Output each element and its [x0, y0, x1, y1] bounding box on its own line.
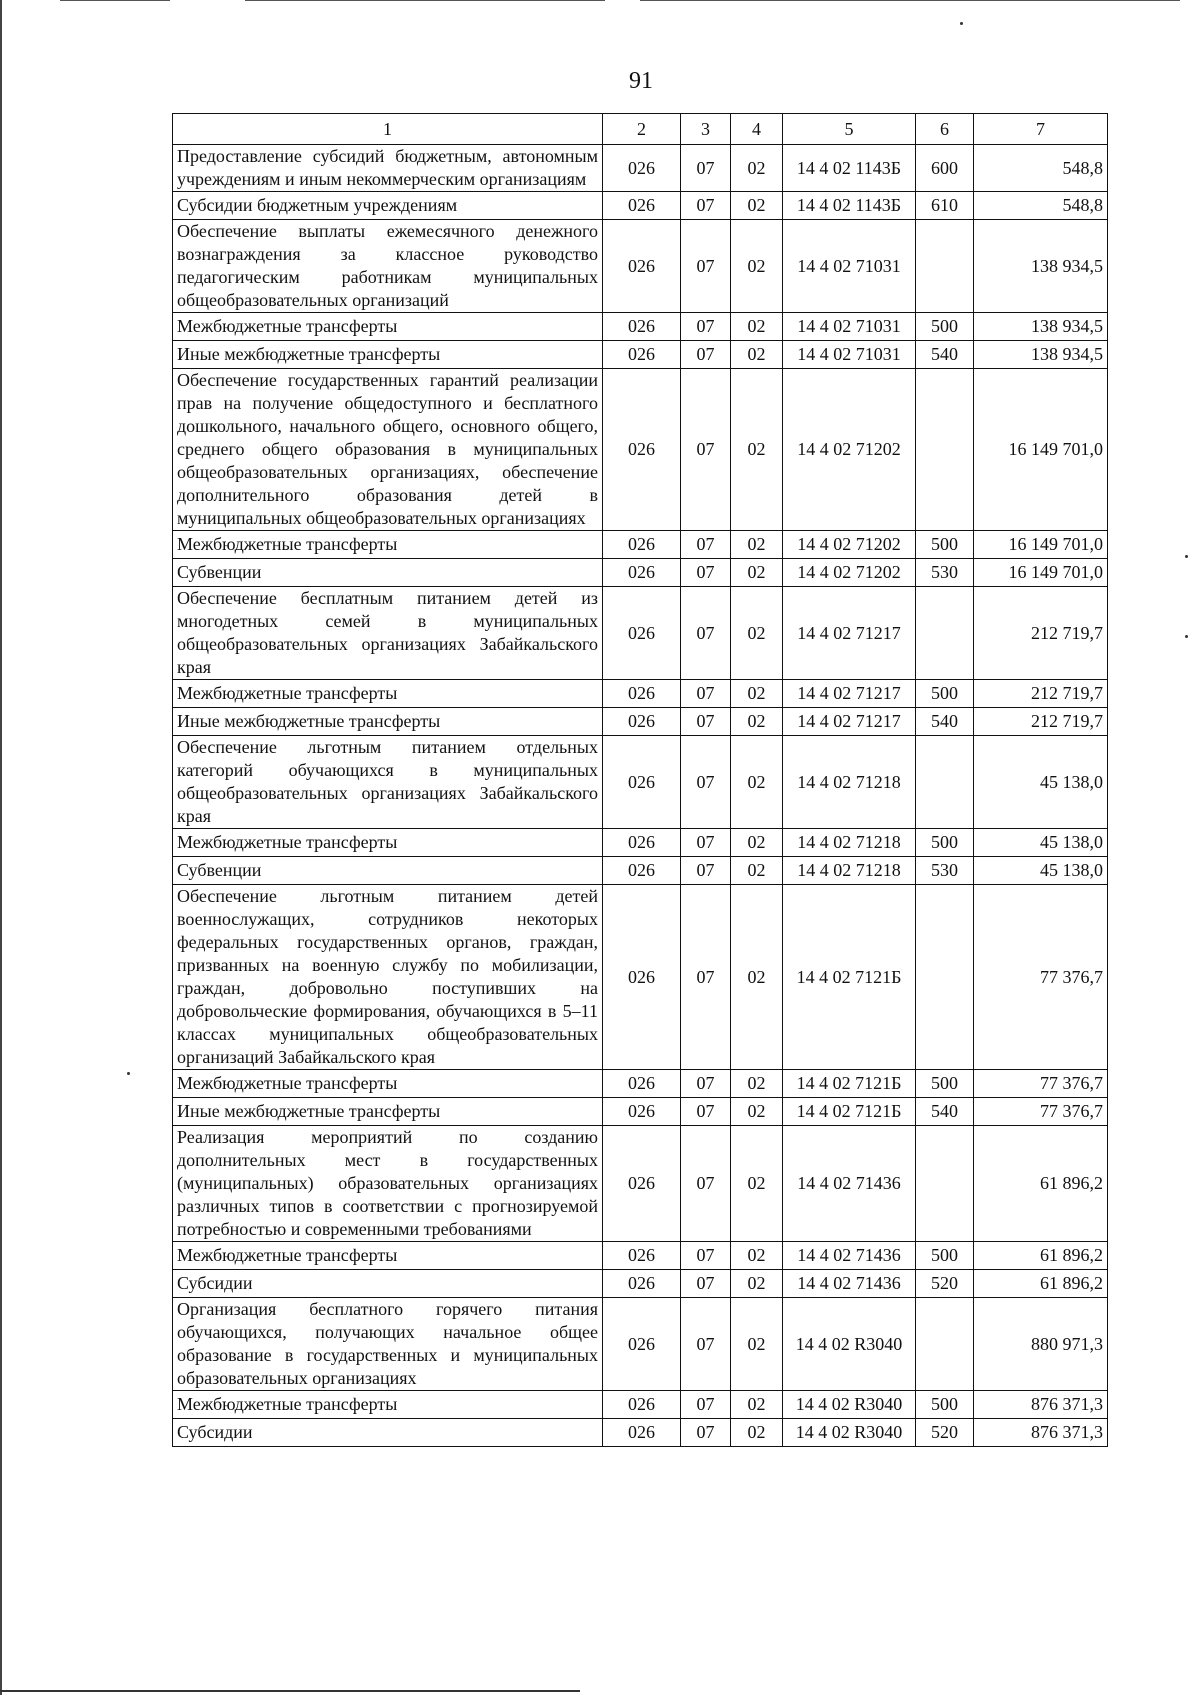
row-vr-cell: 500	[916, 1391, 974, 1419]
column-header: 2	[603, 114, 681, 145]
row-rz-cell: 07	[681, 1270, 731, 1298]
row-vr-cell: 520	[916, 1419, 974, 1447]
row-sum-cell: 548,8	[974, 145, 1108, 192]
row-gr-cell: 026	[603, 1298, 681, 1391]
row-sum-cell: 16 149 701,0	[974, 559, 1108, 587]
row-sum-cell: 77 376,7	[974, 1098, 1108, 1126]
row-gr-cell: 026	[603, 1070, 681, 1098]
row-sum-cell: 212 719,7	[974, 587, 1108, 680]
row-sum-cell: 16 149 701,0	[974, 369, 1108, 531]
row-pr-cell: 02	[731, 680, 783, 708]
row-sum-cell: 77 376,7	[974, 1070, 1108, 1098]
row-vr-cell: 540	[916, 1098, 974, 1126]
row-rz-cell: 07	[681, 1298, 731, 1391]
row-rz-cell: 07	[681, 1070, 731, 1098]
row-name-cell: Обеспечение льготным питанием отдельных категорий обучающихся в муниципальных общеобразовательных организациях Забайкальского края	[173, 736, 603, 829]
row-rz-cell: 07	[681, 1391, 731, 1419]
row-csr-cell: 14 4 02 R3040	[783, 1419, 916, 1447]
row-pr-cell: 02	[731, 220, 783, 313]
row-pr-cell: 02	[731, 857, 783, 885]
row-sum-cell: 138 934,5	[974, 220, 1108, 313]
row-gr-cell: 026	[603, 531, 681, 559]
row-rz-cell: 07	[681, 680, 731, 708]
row-pr-cell: 02	[731, 1242, 783, 1270]
table-header	[173, 114, 1108, 145]
row-rz-cell: 07	[681, 1242, 731, 1270]
row-sum-cell: 61 896,2	[974, 1126, 1108, 1242]
row-sum-cell: 138 934,5	[974, 341, 1108, 369]
table-row	[173, 736, 1108, 829]
table-row	[173, 587, 1108, 680]
row-pr-cell: 02	[731, 1419, 783, 1447]
row-csr-cell: 14 4 02 71218	[783, 736, 916, 829]
row-rz-cell: 07	[681, 829, 731, 857]
row-sum-cell: 45 138,0	[974, 736, 1108, 829]
row-csr-cell: 14 4 02 71217	[783, 680, 916, 708]
row-vr-cell: 500	[916, 1242, 974, 1270]
table-row	[173, 1126, 1108, 1242]
table-row	[173, 680, 1108, 708]
scan-speck	[127, 1072, 130, 1075]
column-header: 6	[916, 114, 974, 145]
row-vr-cell	[916, 1126, 974, 1242]
row-gr-cell: 026	[603, 857, 681, 885]
row-csr-cell: 14 4 02 71031	[783, 341, 916, 369]
row-csr-cell: 14 4 02 1143Б	[783, 192, 916, 220]
column-header: 3	[681, 114, 731, 145]
scan-top-mark	[640, 0, 1180, 1]
row-gr-cell: 026	[603, 1126, 681, 1242]
row-name-cell: Межбюджетные трансферты	[173, 680, 603, 708]
scan-speck	[1185, 555, 1188, 558]
row-name-cell: Предоставление субсидий бюджетным, автономным учреждениям и иным некоммерческим организациям	[173, 145, 603, 192]
table-row	[173, 369, 1108, 531]
row-sum-cell: 212 719,7	[974, 680, 1108, 708]
row-gr-cell: 026	[603, 708, 681, 736]
row-vr-cell: 520	[916, 1270, 974, 1298]
row-sum-cell: 61 896,2	[974, 1270, 1108, 1298]
row-name-cell: Межбюджетные трансферты	[173, 1242, 603, 1270]
row-name-cell: Обеспечение бесплатным питанием детей из многодетных семей в муниципальных общеобразовательных организациях Забайкальского края	[173, 587, 603, 680]
table-row	[173, 1270, 1108, 1298]
row-vr-cell: 530	[916, 857, 974, 885]
row-name-cell: Субвенции	[173, 559, 603, 587]
table-row	[173, 857, 1108, 885]
row-sum-cell: 45 138,0	[974, 857, 1108, 885]
table-row	[173, 829, 1108, 857]
row-sum-cell: 880 971,3	[974, 1298, 1108, 1391]
row-sum-cell: 876 371,3	[974, 1419, 1108, 1447]
row-vr-cell: 600	[916, 145, 974, 192]
row-pr-cell: 02	[731, 531, 783, 559]
row-csr-cell: 14 4 02 71202	[783, 559, 916, 587]
row-name-cell: Субсидии	[173, 1419, 603, 1447]
table-row	[173, 885, 1108, 1070]
row-csr-cell: 14 4 02 71436	[783, 1126, 916, 1242]
row-vr-cell: 500	[916, 829, 974, 857]
scan-top-mark	[60, 0, 170, 1]
column-header: 7	[974, 114, 1108, 145]
row-name-cell: Межбюджетные трансферты	[173, 531, 603, 559]
table-row	[173, 220, 1108, 313]
table-row	[173, 1070, 1108, 1098]
row-pr-cell: 02	[731, 1070, 783, 1098]
row-rz-cell: 07	[681, 736, 731, 829]
row-pr-cell: 02	[731, 1391, 783, 1419]
row-csr-cell: 14 4 02 7121Б	[783, 1070, 916, 1098]
row-rz-cell: 07	[681, 192, 731, 220]
row-csr-cell: 14 4 02 71218	[783, 829, 916, 857]
row-rz-cell: 07	[681, 341, 731, 369]
table-row	[173, 145, 1108, 192]
row-gr-cell: 026	[603, 313, 681, 341]
table-body	[173, 145, 1108, 1447]
column-header: 4	[731, 114, 783, 145]
row-gr-cell: 026	[603, 559, 681, 587]
row-rz-cell: 07	[681, 531, 731, 559]
row-pr-cell: 02	[731, 341, 783, 369]
row-csr-cell: 14 4 02 71218	[783, 857, 916, 885]
row-rz-cell: 07	[681, 1126, 731, 1242]
row-vr-cell: 500	[916, 680, 974, 708]
row-gr-cell: 026	[603, 1242, 681, 1270]
row-gr-cell: 026	[603, 341, 681, 369]
row-vr-cell: 610	[916, 192, 974, 220]
row-rz-cell: 07	[681, 708, 731, 736]
table-row	[173, 1419, 1108, 1447]
row-pr-cell: 02	[731, 1298, 783, 1391]
row-name-cell: Иные межбюджетные трансферты	[173, 708, 603, 736]
row-csr-cell: 14 4 02 71217	[783, 708, 916, 736]
row-csr-cell: 14 4 02 71202	[783, 531, 916, 559]
row-sum-cell: 61 896,2	[974, 1242, 1108, 1270]
table-row	[173, 313, 1108, 341]
column-header: 5	[783, 114, 916, 145]
row-vr-cell: 540	[916, 708, 974, 736]
row-name-cell: Субсидии бюджетным учреждениям	[173, 192, 603, 220]
table-row	[173, 1098, 1108, 1126]
row-pr-cell: 02	[731, 145, 783, 192]
row-name-cell: Реализация мероприятий по созданию дополнительных мест в государственных (муниципальных) образовательных организациях различных типов в соответствии с прогнозируемой потребностью и современными требованиями	[173, 1126, 603, 1242]
row-rz-cell: 07	[681, 885, 731, 1070]
row-pr-cell: 02	[731, 559, 783, 587]
row-vr-cell: 530	[916, 559, 974, 587]
row-sum-cell: 876 371,3	[974, 1391, 1108, 1419]
row-gr-cell: 026	[603, 680, 681, 708]
column-header: 1	[173, 114, 603, 145]
table-row	[173, 341, 1108, 369]
row-pr-cell: 02	[731, 1126, 783, 1242]
row-rz-cell: 07	[681, 857, 731, 885]
row-name-cell: Иные межбюджетные трансферты	[173, 1098, 603, 1126]
row-csr-cell: 14 4 02 7121Б	[783, 885, 916, 1070]
row-pr-cell: 02	[731, 369, 783, 531]
row-vr-cell	[916, 736, 974, 829]
row-pr-cell: 02	[731, 313, 783, 341]
row-name-cell: Организация бесплатного горячего питания обучающихся, получающих начальное общее образование в государственных и муниципальных образовательных организациях	[173, 1298, 603, 1391]
row-vr-cell	[916, 220, 974, 313]
row-name-cell: Субвенции	[173, 857, 603, 885]
page-number: 91	[629, 68, 653, 94]
row-name-cell: Межбюджетные трансферты	[173, 829, 603, 857]
row-vr-cell	[916, 1298, 974, 1391]
row-gr-cell: 026	[603, 145, 681, 192]
row-vr-cell: 500	[916, 313, 974, 341]
scan-edge	[0, 0, 2, 1695]
row-rz-cell: 07	[681, 220, 731, 313]
row-csr-cell: 14 4 02 1143Б	[783, 145, 916, 192]
row-pr-cell: 02	[731, 587, 783, 680]
row-sum-cell: 16 149 701,0	[974, 531, 1108, 559]
row-vr-cell	[916, 587, 974, 680]
row-name-cell: Иные межбюджетные трансферты	[173, 341, 603, 369]
row-gr-cell: 026	[603, 885, 681, 1070]
scan-top-mark	[245, 0, 605, 1]
row-gr-cell: 026	[603, 736, 681, 829]
row-sum-cell: 45 138,0	[974, 829, 1108, 857]
row-csr-cell: 14 4 02 R3040	[783, 1298, 916, 1391]
row-csr-cell: 14 4 02 71031	[783, 313, 916, 341]
row-vr-cell	[916, 369, 974, 531]
scan-speck	[1185, 635, 1188, 638]
row-pr-cell: 02	[731, 192, 783, 220]
header-row	[173, 114, 1108, 145]
row-gr-cell: 026	[603, 1270, 681, 1298]
row-gr-cell: 026	[603, 1419, 681, 1447]
row-name-cell: Субсидии	[173, 1270, 603, 1298]
row-csr-cell: 14 4 02 R3040	[783, 1391, 916, 1419]
row-gr-cell: 026	[603, 369, 681, 531]
row-rz-cell: 07	[681, 1419, 731, 1447]
row-csr-cell: 14 4 02 71436	[783, 1270, 916, 1298]
row-gr-cell: 026	[603, 1098, 681, 1126]
row-gr-cell: 026	[603, 1391, 681, 1419]
row-rz-cell: 07	[681, 1098, 731, 1126]
row-sum-cell: 77 376,7	[974, 885, 1108, 1070]
row-pr-cell: 02	[731, 736, 783, 829]
budget-table	[172, 113, 1108, 1447]
row-vr-cell: 500	[916, 531, 974, 559]
row-rz-cell: 07	[681, 587, 731, 680]
table-row	[173, 192, 1108, 220]
row-sum-cell: 212 719,7	[974, 708, 1108, 736]
row-gr-cell: 026	[603, 587, 681, 680]
table-row	[173, 1242, 1108, 1270]
row-name-cell: Обеспечение государственных гарантий реализации прав на получение общедоступного и бесплатного дошкольного, начального общего, основного общего, среднего общего образования в муниципальных общеобразовательных организациях, обеспечение дополнительного образования детей в муниципальных общеобразовательных организациях	[173, 369, 603, 531]
row-csr-cell: 14 4 02 71217	[783, 587, 916, 680]
row-sum-cell: 548,8	[974, 192, 1108, 220]
row-rz-cell: 07	[681, 369, 731, 531]
row-gr-cell: 026	[603, 220, 681, 313]
row-sum-cell: 138 934,5	[974, 313, 1108, 341]
row-csr-cell: 14 4 02 71031	[783, 220, 916, 313]
row-csr-cell: 14 4 02 7121Б	[783, 1098, 916, 1126]
row-gr-cell: 026	[603, 829, 681, 857]
row-name-cell: Обеспечение льготным питанием детей военнослужащих, сотрудников некоторых федеральных государственных органов, граждан, призванных на военную службу по мобилизации, граждан, добровольно поступивших на добровольческие формирования, обучающихся в 5–11 классах муниципальных общеобразовательных организаций Забайкальского края	[173, 885, 603, 1070]
table-row	[173, 1391, 1108, 1419]
row-pr-cell: 02	[731, 1270, 783, 1298]
table-row	[173, 1298, 1108, 1391]
row-rz-cell: 07	[681, 313, 731, 341]
table-row	[173, 559, 1108, 587]
row-name-cell: Межбюджетные трансферты	[173, 1391, 603, 1419]
row-vr-cell: 540	[916, 341, 974, 369]
row-csr-cell: 14 4 02 71436	[783, 1242, 916, 1270]
row-gr-cell: 026	[603, 192, 681, 220]
row-csr-cell: 14 4 02 71202	[783, 369, 916, 531]
scan-bottom-mark	[0, 1690, 580, 1692]
row-name-cell: Межбюджетные трансферты	[173, 1070, 603, 1098]
row-pr-cell: 02	[731, 1098, 783, 1126]
row-name-cell: Межбюджетные трансферты	[173, 313, 603, 341]
row-rz-cell: 07	[681, 559, 731, 587]
row-rz-cell: 07	[681, 145, 731, 192]
row-pr-cell: 02	[731, 829, 783, 857]
row-pr-cell: 02	[731, 885, 783, 1070]
table-row	[173, 708, 1108, 736]
table-row	[173, 531, 1108, 559]
row-pr-cell: 02	[731, 708, 783, 736]
row-name-cell: Обеспечение выплаты ежемесячного денежного вознаграждения за классное руководство педагогическим работникам муниципальных общеобразовательных организаций	[173, 220, 603, 313]
row-vr-cell: 500	[916, 1070, 974, 1098]
row-vr-cell	[916, 885, 974, 1070]
scan-speck	[960, 22, 963, 25]
